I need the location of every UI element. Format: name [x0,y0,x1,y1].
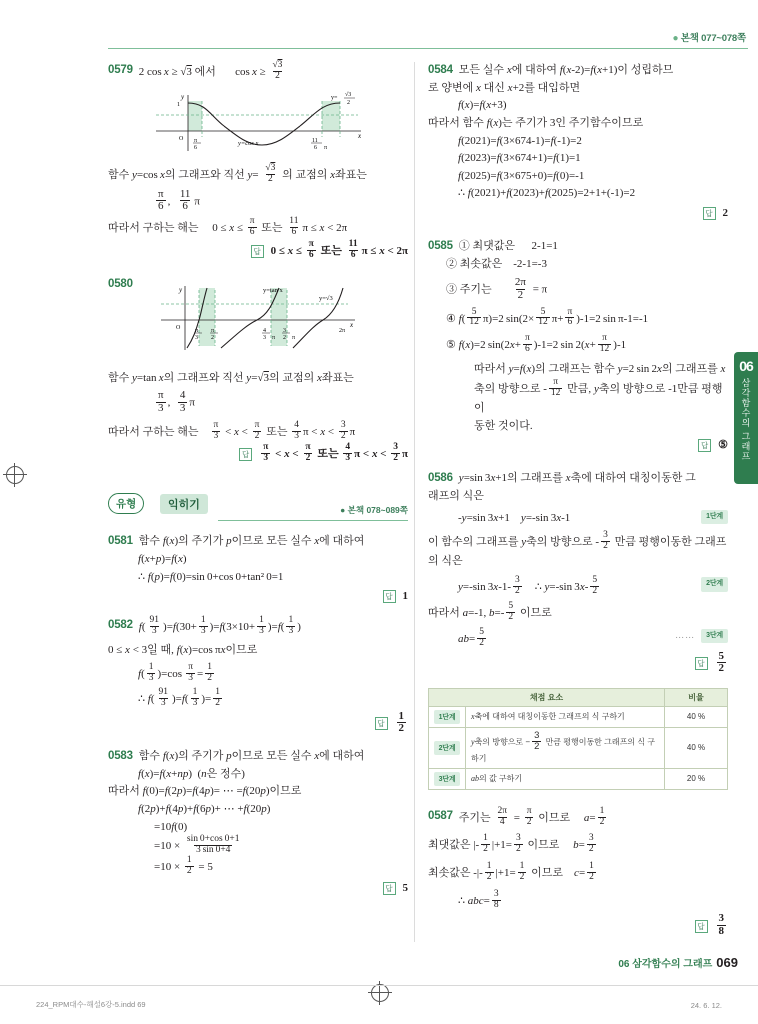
equation-line: f(2023)=f(3×674+1)=f(1)=1 [458,152,581,165]
problem-line: 의 식은 [428,555,463,568]
answer-icon [239,448,252,461]
answer-0587: 답 $\frac{3}{8}$ [428,914,728,938]
answer-0581: 답 1 [108,588,408,605]
values-line: $\frac{\pi}{6}$ , $\frac{11}{6}$ π [158,187,200,213]
answer-0584: 답 2 [428,205,728,222]
answer-icon [383,882,396,895]
section-rule [218,520,408,521]
table-row [429,727,728,768]
table-row [429,706,728,727]
equation-line: 따라서 y=f(x)의 그래프는 함수 y=2 sin 2x의 그래프를 x [474,363,726,376]
problem-line: 최댓값은 |- $\frac{1}{2}$ |+1= $\frac{3}{2}$ 이므로 b= $\frac{3}{2}$ [428,833,594,855]
svg-text:6: 6 [194,144,197,151]
left-column [108,62,408,909]
graph-0580 [143,280,368,360]
svg-text:π: π [271,334,275,341]
problem-line: 2 cos x ≥ √3 에서 cos x ≥ $\frac{√3}{2}$ [138,60,283,81]
svg-text:1: 1 [177,101,180,108]
values-line: $\frac{\pi}{3}$ , $\frac{4}{3}$ π [158,389,195,414]
equation-line: ⑤ f(x)=2 sin(2x+ $\frac{\pi}{6}$ )-1=2 sin 2(x+ $\frac{\pi}{12}$ )-1 [446,333,627,355]
answer-0582: 답 $\frac{1}{2}$ [108,712,408,736]
rubric-header-ratio: 비율 [665,688,728,706]
problem-0585 [428,238,728,454]
step-badge-2: 2단계 [434,741,461,755]
svg-text:y=tan x: y=tan x [262,286,283,294]
svg-text:O: O [179,135,184,142]
answer-0586: 답 $\frac{5}{2}$ [428,652,728,676]
problem-0580 [108,276,408,466]
rubric-header-criteria: 채점 요소 [429,688,665,706]
column-divider [414,62,415,942]
chapter-label: 06 삼각함수의 그래프 [618,959,713,970]
chapter-title-vertical: 삼각함수의 그래프 [740,378,751,462]
svg-text:π: π [291,334,295,341]
problem-line: 이 함수의 그래프를 y축의 방향으로 - $\frac{3}{2}$ 만큼 평행이동한 그래프 [428,530,727,552]
equation-line: ∴ f(2021)+f(2023)+f(2025)=2+1+(-1)=2 [458,187,636,200]
problem-number: 0584 [428,64,453,76]
right-column [428,62,728,950]
rubric-ratio: 40 % [665,727,728,768]
equation-with-step: y=-sin 3x-1- $\frac{3}{2}$ ∴ y=-sin 3x- $\frac{5}{2}$ 2단계 [428,577,728,598]
svg-text:y: y [181,92,185,101]
leader-dots: …… [675,629,696,640]
svg-text:π: π [194,327,198,334]
answer-icon [251,245,264,258]
footer-date: 24. 6. 12. [690,1001,722,1010]
equation-line: 축의 방향으로 - $\frac{\pi}{12}$ 만큼, y축의 방향으로 -1만큼 평행이 [474,376,723,414]
equation-line: =10 × $\frac{1}{2}$ = 5 [154,855,213,877]
answer-icon [703,207,716,220]
bullet-icon: ● [672,33,679,44]
equation-line: f(2025)=f(3×675+0)=f(0)=-1 [458,169,585,182]
equation-line: ∴ f( $\frac{91}{3}$ )=f( $\frac{1}{3}$ )= $\frac{1}{2}$ [138,686,220,708]
equation-line: f( $\frac{1}{3}$ )=cos $\frac{\pi}{3}$ = $\frac{1}{2}$ [138,661,212,683]
equation-with-step: ab= $\frac{5}{2}$ …… 3단계 [428,629,728,650]
answer-0579: 답 0 ≤ x ≤ $\frac{\pi}{6}$ 또는 $\frac{11}{6}$ π ≤ x < 2π [108,241,408,262]
problem-0581 [108,533,408,605]
svg-text:3: 3 [262,334,266,341]
problem-line: 따라서 함수 f(x)는 주기가 3인 주기함수이므로 [428,117,644,129]
svg-text:2: 2 [282,334,286,341]
equation-line: ③ 주기는 $\frac{2\pi}{2}$ = π [446,276,548,301]
rubric-step [429,768,466,789]
rubric-header-row [429,688,728,706]
problem-number: 0580 [108,277,133,290]
svg-text:π: π [210,327,214,334]
equation-line: =10f(0) [154,820,188,833]
problem-line: 최솟값은 -|- $\frac{1}{2}$ |+1= $\frac{1}{2}$ 이므로 c= $\frac{1}{2}$ [428,861,594,883]
problem-line: y=sin 3x+1의 그래프를 x축에 대하여 대칭이동한 그 [458,472,696,485]
svg-text:4: 4 [262,327,266,334]
equation-with-step: -y=sin 3x+1 y=-sin 3x-1 1단계 [428,510,728,528]
problem-line: 따라서 a=-1, b=- $\frac{5}{2}$ 이므로 [428,600,552,622]
answer-icon [375,717,388,730]
svg-text:3: 3 [282,327,286,334]
problem-line: f( $\frac{91}{3}$ )=f(30+ $\frac{1}{3}$ )=f(3×10+ $\frac{1}{3}$ )=f( $\frac{1}{3}$ ) [138,615,301,637]
svg-text:x: x [349,320,353,329]
problem-0584 [428,62,728,222]
problem-line: 래프의 식은 [428,489,484,502]
equation-line: 따라서 f(0)=f(2p)=f(4p)= ⋯ =f(20p)이므로 [108,785,302,798]
page-footer [618,955,738,970]
problem-number: 0585 [428,240,453,253]
step-badge-1: 1단계 [434,710,461,724]
chapter-number: 06 [739,358,753,374]
answer-icon [695,657,708,670]
svg-text:√3: √3 [345,91,352,98]
step-badge-2: 2단계 [701,577,728,592]
rubric-ratio: 40 % [665,706,728,727]
answer-0580: 답 $\frac{\pi}{3}$ < x < $\frac{\pi}{2}$ 또는 $\frac{4}{3}$ π < x < $\frac{3}{2}$ π [108,444,408,465]
rubric-table [428,688,728,790]
step-badge-3: 3단계 [434,772,461,786]
answer-icon [695,920,708,933]
problem-0579 [108,62,408,262]
equation-line: 동한 것이다. [474,419,533,432]
problem-0582 [108,617,408,736]
section-badge: 유형 [108,493,144,514]
svg-text:2: 2 [347,99,350,106]
equation-line: ② 최솟값은 -2-1=-3 [446,257,547,270]
svg-text:π: π [324,144,328,151]
equation-line: f(x)=f(x+np) (n은 정수) [138,767,245,780]
answer-0583: 답 5 [108,880,408,897]
registration-mark-bottom [371,984,389,1002]
step-badge-1: 1단계 [701,510,728,525]
svg-text:O: O [175,324,181,331]
svg-text:11: 11 [312,137,318,144]
svg-text:2: 2 [210,334,214,341]
equation-line: f(x)=f(x+3) [458,99,507,112]
answer-0585: 답 ⑤ [428,437,728,454]
equation-line: f(x+p)=f(x) [138,553,187,566]
rubric-step [429,727,466,768]
rubric-step [429,706,466,727]
conclusion-intro: 따라서 구하는 해는 0 ≤ x ≤ $\frac{\pi}{6}$ 또는 $\frac{11}{6}$ π ≤ x < 2π [108,215,348,237]
answer-icon [383,590,396,603]
answer-icon [698,439,711,452]
rubric-ratio: 20 % [665,768,728,789]
svg-text:y=√3: y=√3 [318,294,333,302]
problem-0586 [428,470,728,675]
svg-text:y=: y= [331,94,338,101]
table-row [429,768,728,789]
svg-text:x: x [358,131,362,140]
footer-rule [0,985,758,986]
page-number: 069 [716,955,738,970]
equation-line: ∴ f(p)=f(0)=sin 0+cos 0+tan² 0=1 [138,570,284,583]
equation-line: f(2021)=f(3×674-1)=f(-1)=2 [458,134,582,147]
step-badge-3: 3단계 [701,629,728,644]
chapter-side-tab [734,352,758,484]
equation-line: f(2p)+f(4p)+f(6p)+ ⋯ +f(20p) [138,802,271,815]
section-reference: ● 본책 078~089쪽 [340,505,408,516]
problem-line: 로 양변에 x 대신 x+2를 대입하면 [428,81,581,94]
problem-body: 함수 y=cos x의 그래프와 직선 y= $\frac{√3}{2}$ 의 교점의 x좌표는 [108,162,367,184]
header-rule [108,48,748,49]
problem-line: 모든 실수 x에 대하여 f(x-2)=f(x+1)이 성립하므 [458,64,674,76]
conclusion-intro: 따라서 구하는 해는 $\frac{\pi}{3}$ < x < $\frac{\pi}{2}$ 또는 $\frac{4}{3}$ π < x < $\frac{3}{2}$ π [108,419,356,441]
problem-0583 [108,748,408,897]
section-heading [108,493,408,519]
svg-text:y=cos x: y=cos x [238,139,259,147]
section-badge-secondary: 익히기 [160,494,208,514]
problem-number: 0581 [108,535,133,548]
rubric-desc: y축의 방향으로 − $\frac{3}{2}$ 만큼 평행이동한 그래프의 식 구하기 [466,727,665,768]
svg-text:3: 3 [194,334,198,341]
problem-line: 주기는 $\frac{2\pi}{4}$ = $\frac{\pi}{2}$ 이므로 a= $\frac{1}{2}$ [458,805,605,827]
problem-number: 0579 [108,64,133,76]
condition-line: 0 ≤ x < 3일 때, f(x)=cos πx이므로 [108,644,258,657]
svg-text:2π: 2π [338,327,345,334]
footer-filename: 224_RPM대수-해설6강-5.indd 69 [36,1000,146,1009]
problem-number: 0583 [108,749,133,762]
problem-number: 0582 [108,619,133,632]
problem-number: 0587 [428,809,453,822]
svg-text:6: 6 [314,144,317,151]
equation-line: ∴ abc= $\frac{3}{8}$ [458,889,499,911]
problem-line: ① 최댓값은 2-1=1 [458,240,558,253]
rubric-desc: x축에 대하여 대칭이동한 그래프의 식 구하기 [466,706,665,727]
registration-mark-left [6,466,24,484]
problem-line: 함수 f(x)의 주기가 p이므로 모든 실수 x에 대하여 [138,749,365,762]
header-reference: ● 본책 077~078쪽 [672,33,746,44]
svg-text:y: y [178,285,182,294]
svg-text:π: π [194,137,198,144]
problem-body: 함수 y=tan x의 그래프와 직선 y=√3의 교점의 x좌표는 [108,371,354,384]
problem-0587 [428,805,728,939]
problem-number: 0586 [428,472,453,485]
equation-line: ④ f( $\frac{5}{12}$ π)=2 sin(2× $\frac{5}{12}$ π+ $\frac{\pi}{6}$ )-1=2 sin π-1=-1 [446,306,649,328]
rubric-desc: ab의 값 구하기 [466,768,665,789]
equation-line: =10 × $\frac{\sin 0+\cos 0+1}{3 \sin 0+4}$ [154,834,240,856]
problem-line: 함수 f(x)의 주기가 p이므로 모든 실수 x에 대하여 [138,535,365,548]
graph-0579 [126,87,408,159]
